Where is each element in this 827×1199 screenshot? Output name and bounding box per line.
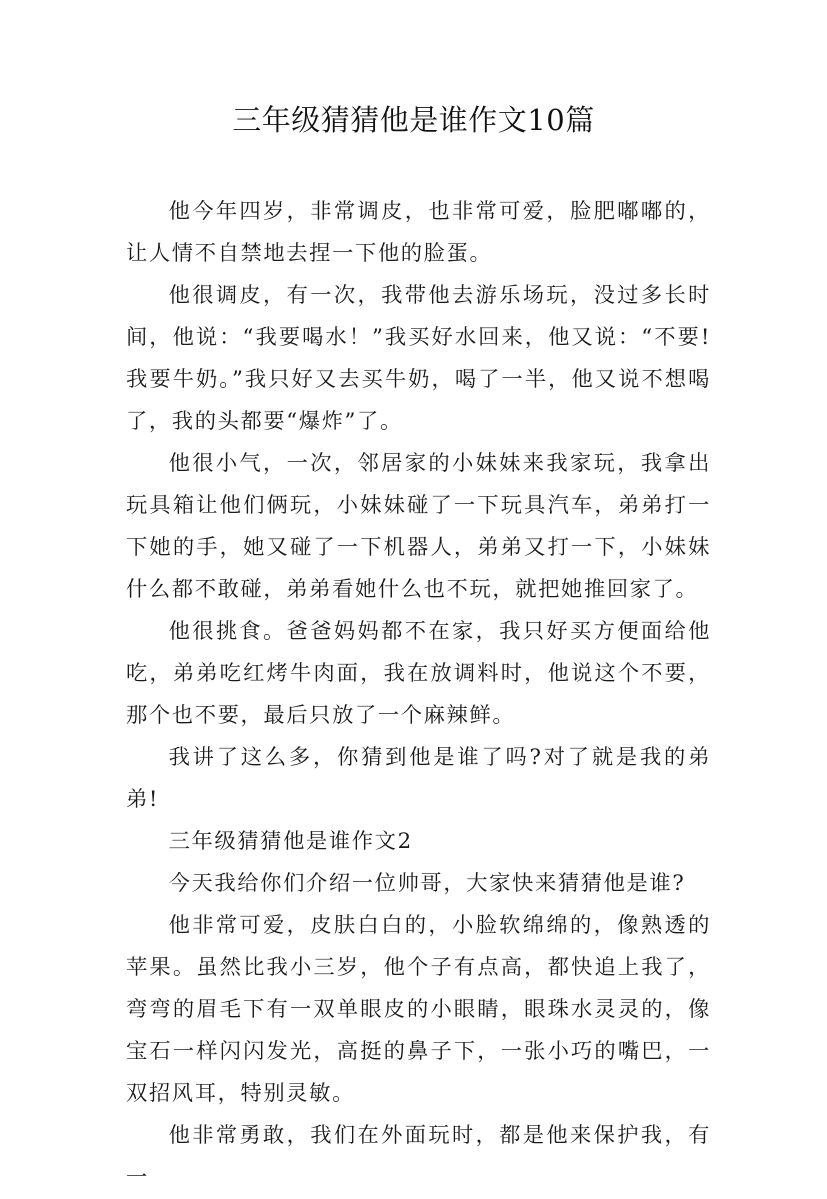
paragraph: 今天我给你们介绍一位帅哥，大家快来猜猜他是谁? bbox=[168, 871, 686, 896]
document-title: 三年级猜猜他是谁作文10篇 bbox=[232, 103, 595, 137]
paragraph: 他很挑食。爸爸妈妈都不在家，我只好买方便面给他吃，弟弟吃红烤牛肉面，我在放调料时，他说这个不要，那个也不要，最后只放了一个麻辣鲜。 bbox=[126, 619, 711, 728]
paragraph: 他非常勇敢，我们在外面玩时，都是他来保护我，有一 bbox=[126, 1123, 711, 1190]
document-body bbox=[126, 191, 711, 1199]
paragraph: 他非常可爱，皮肤白白的，小脸软绵绵的，像熟透的苹果。虽然比我小三岁，他个子有点高，都快追上我了，弯弯的眉毛下有一双单眼皮的小眼睛，眼珠水灵灵的，像宝石一样闪闪发光，高挺的鼻子下，一张小巧的嘴巴，一双招风耳，特别灵敏。 bbox=[126, 913, 711, 1106]
paragraph: 我讲了这么多，你猜到他是谁了吗?对了就是我的弟弟! bbox=[126, 745, 711, 812]
paragraph: 他今年四岁，非常调皮，也非常可爱，脸肥嘟嘟的，让人情不自禁地去捏一下他的脸蛋。 bbox=[126, 199, 711, 266]
paragraph: 他很小气，一次，邻居家的小妹妹来我家玩，我拿出玩具箱让他们俩玩，小妹妹碰了一下玩具汽车，弟弟打一下她的手，她又碰了一下机器人，弟弟又打一下，小妹妹什么都不敢碰，弟弟看她什么也不玩，就把她推回家了。 bbox=[126, 451, 711, 602]
section-heading: 三年级猜猜他是谁作文2 bbox=[168, 829, 413, 854]
paragraph: 他很调皮，有一次，我带他去游乐场玩，没过多长时间，他说：“我要喝水！”我买好水回来，他又说：“不要!我要牛奶。”我只好又去买牛奶，喝了一半，他又说不想喝了，我的头都要“爆炸”了。 bbox=[126, 283, 711, 434]
